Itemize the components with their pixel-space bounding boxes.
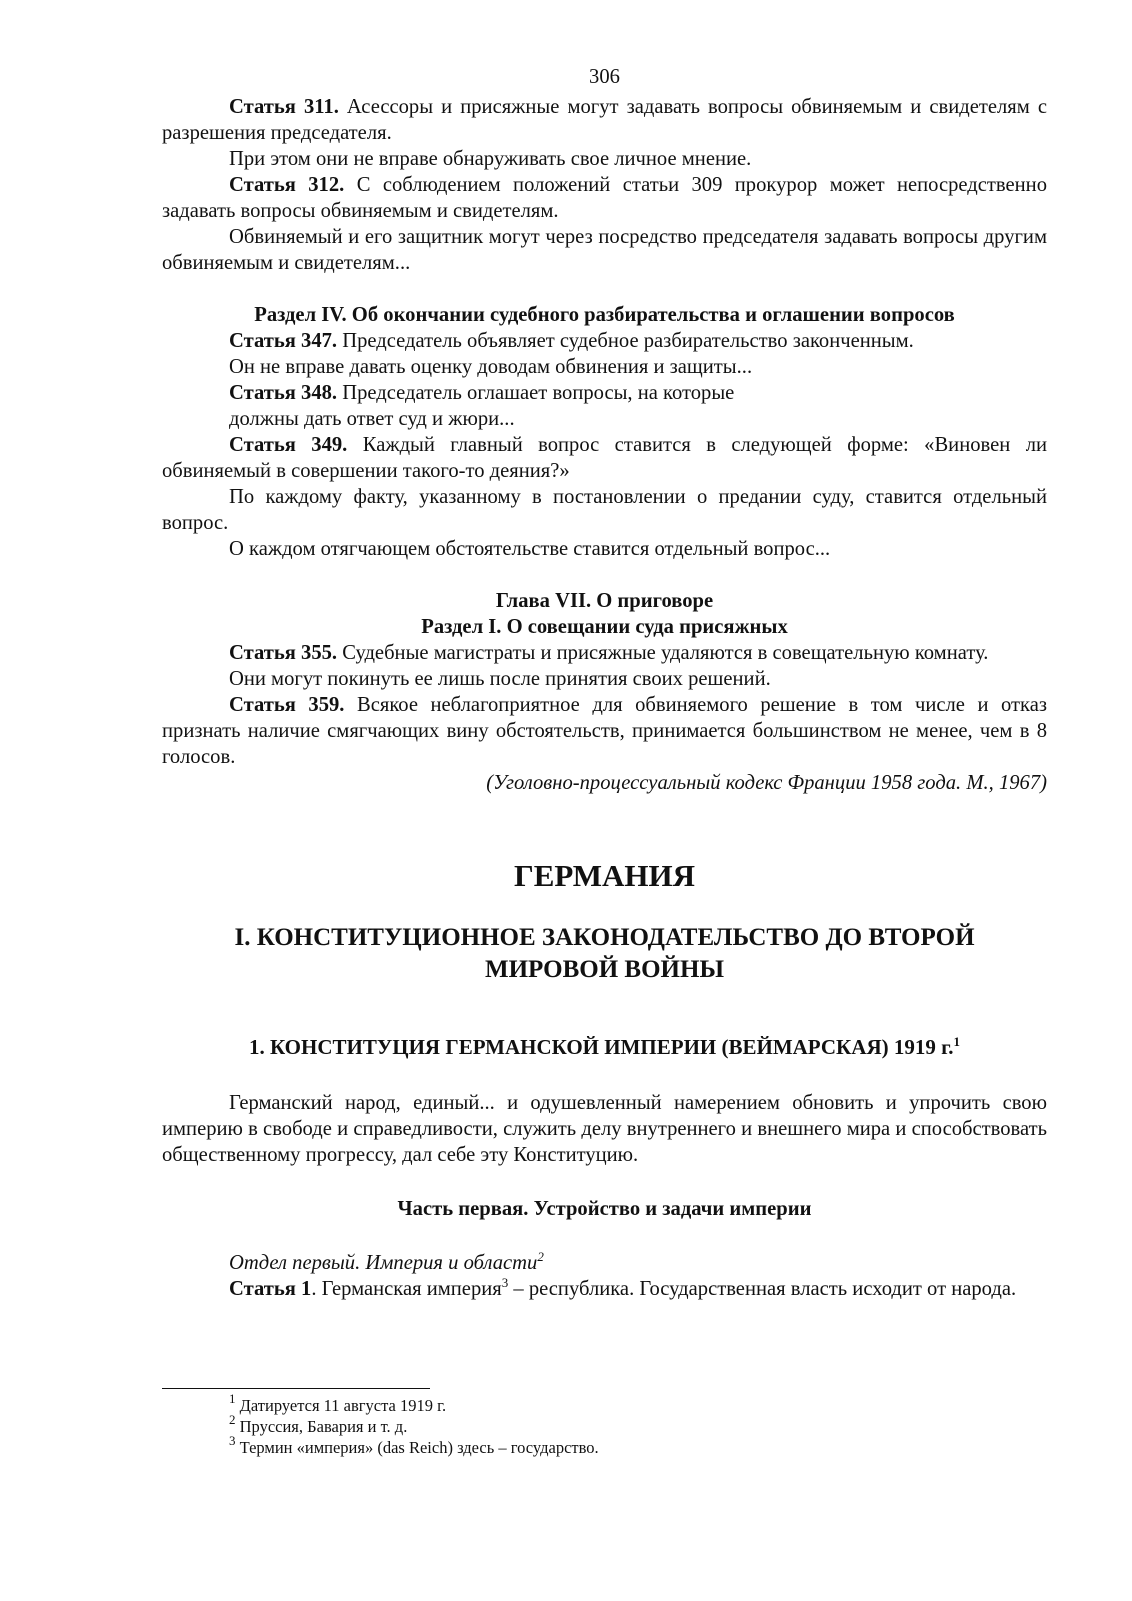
article-349-label: Статья 349. xyxy=(229,434,348,456)
article-347 xyxy=(162,328,1047,354)
chapter-7-heading: Глава VII. О приговоре xyxy=(495,590,714,612)
article-348 xyxy=(162,380,1047,406)
article-349 xyxy=(162,432,1047,484)
chapter-7-subheading: Раздел I. О совещании суда присяжных xyxy=(421,616,788,638)
article-355-label: Статья 355. xyxy=(229,642,338,664)
footnote-1 xyxy=(162,1391,1047,1416)
footnote-text-2: Пруссия, Бавария и т. д. xyxy=(235,1417,408,1436)
article-1-text-a: . Германская империя xyxy=(311,1278,502,1300)
footnote-ref-2[interactable]: 2 xyxy=(537,1249,544,1264)
footnote-3 xyxy=(162,1433,1047,1458)
footnote-text-1: Датируется 11 августа 1919 г. xyxy=(235,1396,447,1415)
article-348-text: Председатель оглашает вопросы, на которые xyxy=(337,382,735,404)
article-311-text: Асессоры и присяжные могут задавать вопросы обвиняемым и свидетелям с разрешения председателя. xyxy=(162,96,1047,144)
article-355-paragraph-2: Они могут покинуть ее лишь после принятия своих решений. xyxy=(229,668,771,690)
part-title xyxy=(162,922,1047,986)
article-355-text: Судебные магистраты и присяжные удаляются в совещательную комнату. xyxy=(337,642,989,664)
preamble: Германский народ, единый... и одушевленный намерением обновить и упрочить свою империю в свободе и справедливости, служить делу внутреннего и внешнего мира и способствовать общественному прогрессу, дал себе эту Конституцию. xyxy=(162,1092,1047,1166)
footnote-divider xyxy=(162,1388,430,1389)
article-348-paragraph-2: должны дать ответ суд и жюри... xyxy=(229,408,515,430)
country-heading: ГЕРМАНИЯ xyxy=(513,858,695,893)
footnote-mark-1: 1 xyxy=(229,1391,236,1406)
article-347-paragraph-2: Он не вправе давать оценку доводам обвинения и защиты... xyxy=(229,356,753,378)
source-citation: (Уголовно-процессуальный кодекс Франции 1958 года. М., 1967) xyxy=(486,772,1047,794)
article-311-paragraph-2: При этом они не вправе обнаруживать свое личное мнение. xyxy=(229,148,752,170)
article-312-label: Статья 312. xyxy=(229,174,345,196)
article-359-label: Статья 359. xyxy=(229,694,345,716)
part-title-line-1: I. КОНСТИТУЦИОННОЕ ЗАКОНОДАТЕЛЬСТВО ДО ВТОРОЙ xyxy=(234,924,975,951)
article-349-text: Каждый главный вопрос ставится в следующей форме: «Виновен ли обвиняемый в совершении такого-то деяния?» xyxy=(162,434,1047,482)
footnote-text-3: Термин «империя» (das Reich) здесь – государство. xyxy=(235,1438,599,1457)
footnote-ref-3[interactable]: 3 xyxy=(501,1275,509,1290)
part-one-heading: Часть первая. Устройство и задачи империи xyxy=(397,1198,812,1220)
article-311-label: Статья 311. xyxy=(229,96,339,118)
article-312 xyxy=(162,172,1047,224)
department-one-text: Отдел первый. Империя и области xyxy=(229,1252,538,1274)
document-page xyxy=(162,64,1047,1302)
article-349-paragraph-3: О каждом отягчающем обстоятельстве ставится отдельный вопрос... xyxy=(229,538,831,560)
article-312-paragraph-2: Обвиняемый и его защитник могут через посредство председателя задавать вопросы другим обвиняемым и свидетелям... xyxy=(162,226,1047,274)
section-4-heading: Раздел IV. Об окончании судебного разбирательства и оглашении вопросов xyxy=(254,304,955,326)
footnote-2 xyxy=(162,1412,1047,1437)
part-title-line-2: МИРОВОЙ ВОЙНЫ xyxy=(485,956,724,983)
article-311 xyxy=(162,94,1047,146)
footnotes xyxy=(162,1391,1047,1458)
article-312-text: С соблюдением положений статьи 309 прокурор может непосредственно задавать вопросы обвиняемым и свидетелям. xyxy=(162,174,1047,222)
article-347-text: Председатель объявляет судебное разбирательство законченным. xyxy=(337,330,914,352)
footnote-mark-2: 2 xyxy=(229,1412,236,1427)
footnote-ref-1[interactable]: 1 xyxy=(953,1034,961,1049)
footnote-mark-3: 3 xyxy=(229,1433,236,1448)
article-347-label: Статья 347. xyxy=(229,330,338,352)
article-349-paragraph-2: По каждому факту, указанному в постановлении о предании суду, ставится отдельный вопрос. xyxy=(162,486,1047,534)
article-1-label: Статья 1 xyxy=(229,1278,312,1300)
article-359-text: Всякое неблагоприятное для обвиняемого решение в том числе и отказ признать наличие смягчающих вину обстоятельств, принимается большинством не менее, чем в 8 голосов. xyxy=(162,694,1047,768)
department-one-heading xyxy=(162,1250,1047,1276)
constitution-title-text: 1. КОНСТИТУЦИЯ ГЕРМАНСКОЙ ИМПЕРИИ (ВЕЙМАРСКАЯ) 1919 г. xyxy=(248,1035,954,1059)
constitution-title xyxy=(162,1034,1047,1060)
article-355 xyxy=(162,640,1047,666)
article-348-label: Статья 348. xyxy=(229,382,338,404)
article-1 xyxy=(162,1276,1047,1302)
article-359 xyxy=(162,692,1047,770)
article-1-text-b: – республика. Государственная власть исходит от народа. xyxy=(508,1278,1017,1300)
page-number: 306 xyxy=(589,66,620,88)
